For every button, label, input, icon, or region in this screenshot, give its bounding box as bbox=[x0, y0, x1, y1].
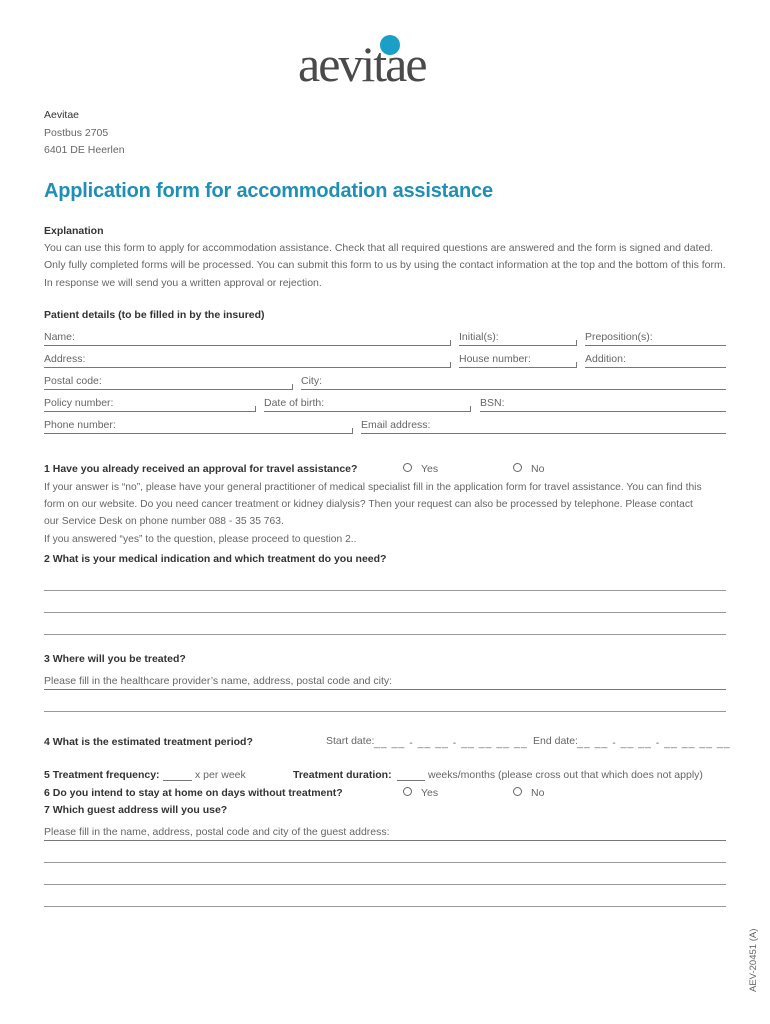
radio-circle-icon bbox=[513, 787, 522, 796]
q3-answer-line-2[interactable] bbox=[44, 711, 726, 712]
q1-line-4: If you answered “yes” to the question, please proceed to question 2.. bbox=[44, 533, 357, 545]
form-title: Application form for accommodation assistance bbox=[44, 180, 493, 202]
q1-instructions bbox=[44, 479, 734, 548]
bsn-field[interactable] bbox=[480, 397, 726, 412]
address-postbus: Postbus 2705 bbox=[44, 126, 109, 139]
q2-answer-line-2[interactable] bbox=[44, 612, 726, 613]
name-label: Name: bbox=[44, 331, 75, 343]
house-number-label: House number: bbox=[459, 353, 531, 365]
addition-label: Addition: bbox=[585, 353, 626, 365]
q1-yes-label: Yes bbox=[421, 463, 439, 475]
q7-answer-line-2[interactable] bbox=[44, 862, 726, 863]
phone-number-label: Phone number: bbox=[44, 419, 116, 431]
question-4: 4 What is the estimated treatment period? bbox=[44, 736, 253, 748]
start-date-input[interactable]: __ __ - __ __ - __ __ __ __ bbox=[374, 737, 528, 749]
email-address-label: Email address: bbox=[361, 419, 431, 431]
initials-label: Initial(s): bbox=[459, 331, 499, 343]
radio-circle-icon bbox=[403, 463, 412, 472]
q1-line-2: form on our website. Do you need cancer treatment or kidney dialysis? Then your request can also be processed by telephone. Please contact bbox=[44, 499, 693, 511]
q1-yes-radio[interactable] bbox=[403, 463, 438, 475]
q1-no-radio[interactable] bbox=[513, 463, 544, 475]
logo-text: aevitae bbox=[298, 36, 426, 92]
duration-unit-label: weeks/months (please cross out that which does not apply) bbox=[428, 769, 703, 781]
start-date-label: Start date: bbox=[326, 735, 375, 747]
explanation-section bbox=[44, 223, 734, 292]
q6-yes-radio[interactable] bbox=[403, 787, 438, 799]
patient-heading: Patient details (to be filled in by the insured) bbox=[44, 309, 265, 321]
initials-field[interactable] bbox=[459, 331, 577, 346]
address-city: 6401 DE Heerlen bbox=[44, 144, 125, 156]
city-label: City: bbox=[301, 375, 322, 387]
frequency-input[interactable] bbox=[163, 767, 192, 781]
postal-code-label: Postal code: bbox=[44, 375, 102, 387]
question-7: 7 Which guest address will you use? bbox=[44, 804, 228, 816]
question-5: 5 Treatment frequency: bbox=[44, 769, 160, 781]
explanation-line-3: In response we will send you a written approval or rejection. bbox=[44, 276, 322, 289]
house-number-field[interactable] bbox=[459, 353, 577, 368]
address-name: Aevitae bbox=[44, 109, 80, 121]
q6-no-radio[interactable] bbox=[513, 787, 544, 799]
aevitae-logo bbox=[298, 34, 478, 94]
form-code-text: AEV-20451 (A) bbox=[748, 928, 759, 992]
q7-answer-line-3[interactable] bbox=[44, 884, 726, 885]
duration-input[interactable] bbox=[397, 767, 425, 781]
q3-hint: Please fill in the healthcare provider’s name, address, postal code and city: bbox=[44, 675, 393, 687]
form-code bbox=[746, 928, 766, 994]
address-field[interactable] bbox=[44, 353, 451, 368]
bsn-label: BSN: bbox=[480, 397, 505, 409]
per-week-label: x per week bbox=[195, 769, 246, 781]
radio-circle-icon bbox=[403, 787, 412, 796]
email-address-field[interactable] bbox=[361, 419, 726, 434]
preposition-field[interactable] bbox=[585, 331, 726, 346]
address-label: Address: bbox=[44, 353, 86, 365]
address-block bbox=[44, 107, 125, 160]
addition-field[interactable] bbox=[585, 353, 726, 368]
q6-no-label: No bbox=[531, 787, 545, 799]
preposition-label: Preposition(s): bbox=[585, 331, 653, 343]
city-field[interactable] bbox=[301, 375, 726, 390]
q7-answer-line-1[interactable] bbox=[44, 826, 726, 841]
duration-label: Treatment duration: bbox=[293, 769, 392, 781]
name-field[interactable] bbox=[44, 331, 451, 346]
q7-answer-line-4[interactable] bbox=[44, 906, 726, 907]
q6-yes-label: Yes bbox=[421, 787, 439, 799]
q7-hint: Please fill in the name, address, postal code and city of the guest address: bbox=[44, 826, 390, 838]
q1-no-label: No bbox=[531, 463, 545, 475]
explanation-line-1: You can use this form to apply for accommodation assistance. Check that all required questions are answered and the form is signed and dated. bbox=[44, 242, 714, 255]
q3-answer-line-1[interactable] bbox=[44, 675, 726, 690]
explanation-heading: Explanation bbox=[44, 225, 104, 237]
question-2: 2 What is your medical indication and which treatment do you need? bbox=[44, 553, 387, 565]
radio-circle-icon bbox=[513, 463, 522, 472]
question-6: 6 Do you intend to stay at home on days without treatment? bbox=[44, 787, 343, 799]
policy-number-label: Policy number: bbox=[44, 397, 114, 409]
q1-line-3: our Service Desk on phone number 088 - 35 35 763. bbox=[44, 516, 284, 528]
date-of-birth-field[interactable] bbox=[264, 397, 471, 412]
end-date-label: End date: bbox=[533, 735, 578, 747]
policy-number-field[interactable] bbox=[44, 397, 256, 412]
phone-number-field[interactable] bbox=[44, 419, 353, 434]
question-1: 1 Have you already received an approval for travel assistance? bbox=[44, 463, 358, 475]
q2-answer-line-3[interactable] bbox=[44, 634, 726, 635]
question-3: 3 Where will you be treated? bbox=[44, 653, 186, 665]
explanation-line-2: Only fully completed forms will be processed. You can submit this form to us by using the contact information at the top and the bottom of this form. bbox=[44, 259, 726, 272]
q1-line-1: If your answer is “no”, please have your general practitioner of medical specialist fill in the application form for travel assistance. You can find this bbox=[44, 482, 702, 493]
end-date-input[interactable]: __ __ - __ __ - __ __ __ __ bbox=[577, 737, 731, 749]
q2-answer-line-1[interactable] bbox=[44, 590, 726, 591]
postal-code-field[interactable] bbox=[44, 375, 293, 390]
date-of-birth-label: Date of birth: bbox=[264, 397, 325, 409]
